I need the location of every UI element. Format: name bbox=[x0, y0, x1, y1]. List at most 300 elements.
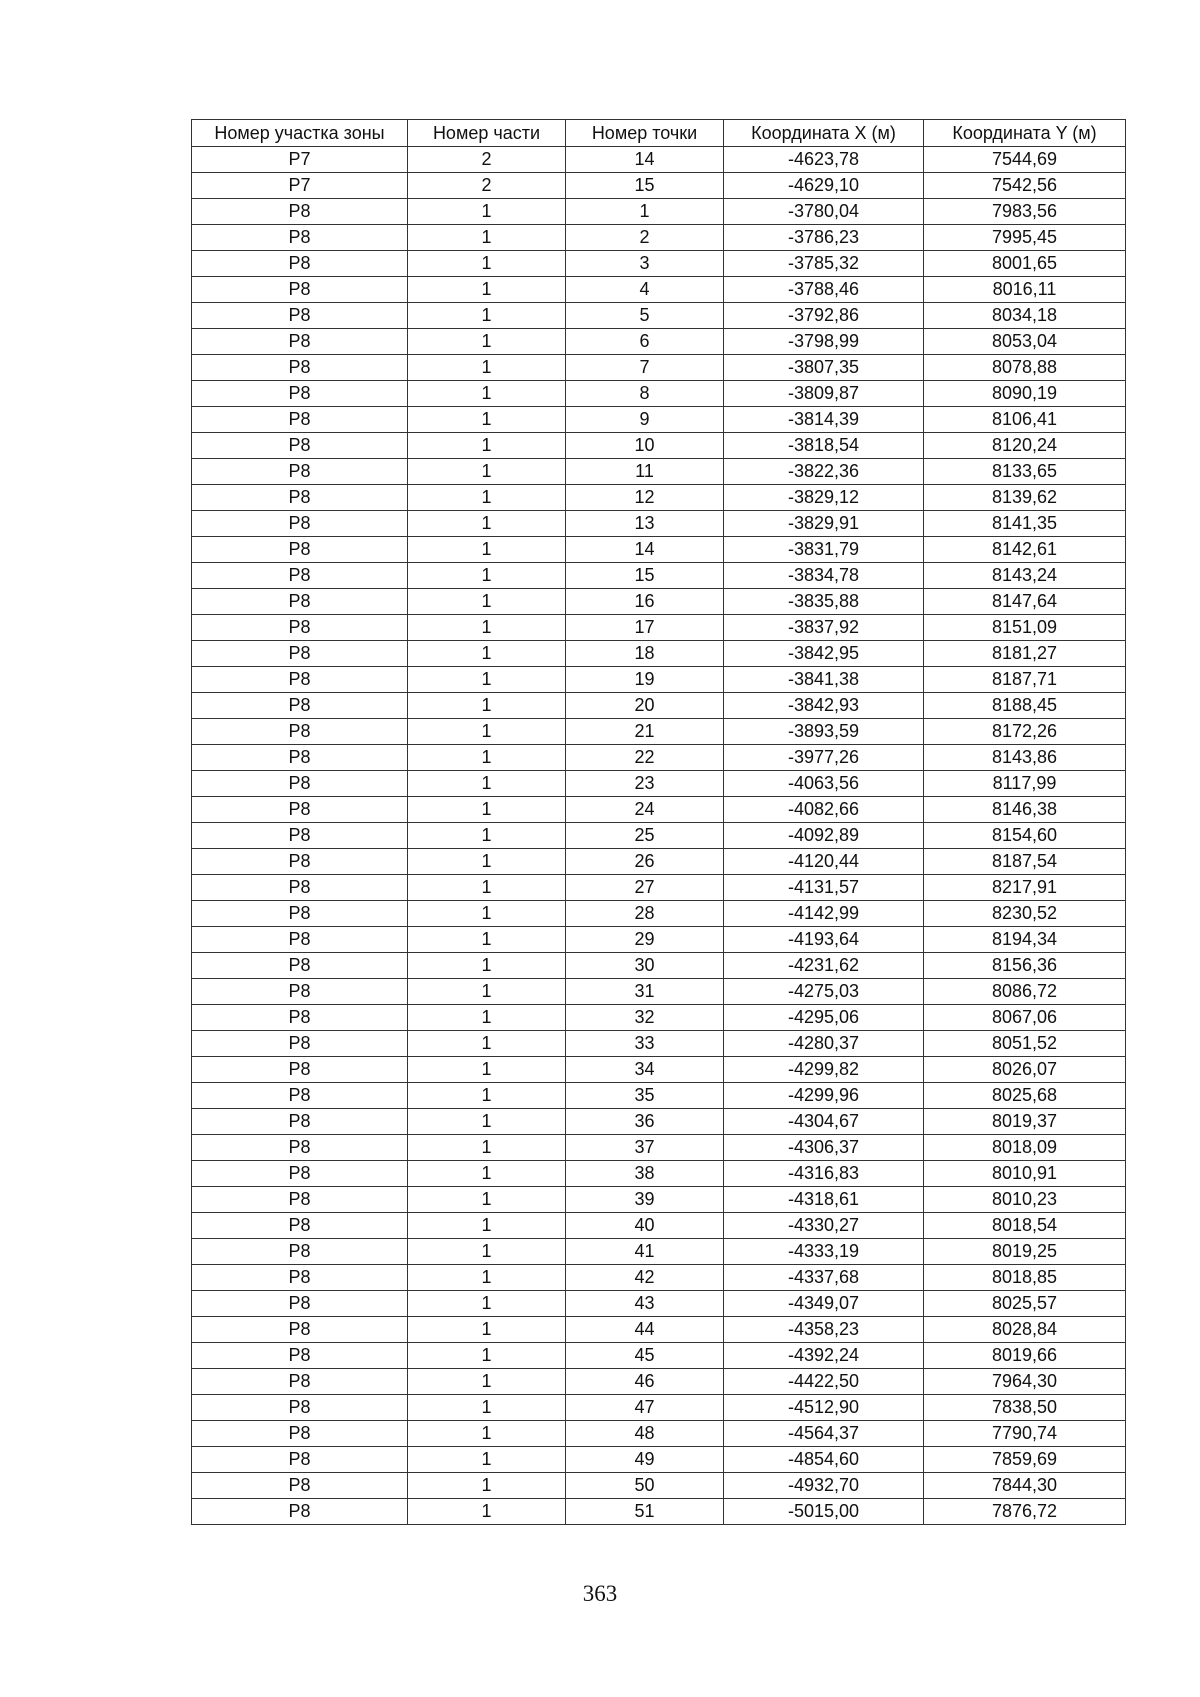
table-row bbox=[192, 1291, 1126, 1317]
cell-coordinate-y: 8051,52 bbox=[924, 1031, 1126, 1057]
cell-coordinate-x: -4512,90 bbox=[724, 1395, 924, 1421]
cell-part-number: 1 bbox=[408, 979, 566, 1005]
cell-part-number: 1 bbox=[408, 1083, 566, 1109]
cell-part-number: 1 bbox=[408, 667, 566, 693]
cell-coordinate-y: 8026,07 bbox=[924, 1057, 1126, 1083]
table-body bbox=[192, 147, 1126, 1525]
header-coordinate-x: Координата X (м) bbox=[724, 120, 924, 147]
cell-zone-section: P8 bbox=[192, 1447, 408, 1473]
cell-zone-section: P8 bbox=[192, 1057, 408, 1083]
cell-part-number: 1 bbox=[408, 927, 566, 953]
cell-point-number: 36 bbox=[566, 1109, 724, 1135]
cell-zone-section: P8 bbox=[192, 1031, 408, 1057]
table-row bbox=[192, 1343, 1126, 1369]
cell-point-number: 49 bbox=[566, 1447, 724, 1473]
cell-part-number: 1 bbox=[408, 1161, 566, 1187]
cell-coordinate-x: -4564,37 bbox=[724, 1421, 924, 1447]
table-row bbox=[192, 849, 1126, 875]
cell-zone-section: P8 bbox=[192, 251, 408, 277]
cell-point-number: 21 bbox=[566, 719, 724, 745]
cell-part-number: 1 bbox=[408, 511, 566, 537]
table-row bbox=[192, 537, 1126, 563]
cell-point-number: 46 bbox=[566, 1369, 724, 1395]
cell-coordinate-x: -4120,44 bbox=[724, 849, 924, 875]
cell-coordinate-y: 8016,11 bbox=[924, 277, 1126, 303]
cell-coordinate-x: -3818,54 bbox=[724, 433, 924, 459]
cell-coordinate-y: 7859,69 bbox=[924, 1447, 1126, 1473]
cell-zone-section: P8 bbox=[192, 823, 408, 849]
table-row bbox=[192, 953, 1126, 979]
cell-zone-section: P8 bbox=[192, 719, 408, 745]
cell-point-number: 30 bbox=[566, 953, 724, 979]
cell-coordinate-y: 8139,62 bbox=[924, 485, 1126, 511]
cell-zone-section: P8 bbox=[192, 303, 408, 329]
cell-coordinate-y: 8018,85 bbox=[924, 1265, 1126, 1291]
cell-zone-section: P8 bbox=[192, 1135, 408, 1161]
cell-part-number: 1 bbox=[408, 355, 566, 381]
table-row bbox=[192, 511, 1126, 537]
cell-part-number: 1 bbox=[408, 849, 566, 875]
cell-zone-section: P8 bbox=[192, 1421, 408, 1447]
cell-zone-section: P8 bbox=[192, 927, 408, 953]
cell-coordinate-x: -3977,26 bbox=[724, 745, 924, 771]
cell-coordinate-x: -4304,67 bbox=[724, 1109, 924, 1135]
cell-point-number: 51 bbox=[566, 1499, 724, 1525]
cell-coordinate-y: 8187,54 bbox=[924, 849, 1126, 875]
cell-coordinate-y: 8230,52 bbox=[924, 901, 1126, 927]
table-row bbox=[192, 1473, 1126, 1499]
table-row bbox=[192, 485, 1126, 511]
cell-point-number: 14 bbox=[566, 537, 724, 563]
cell-coordinate-y: 8141,35 bbox=[924, 511, 1126, 537]
cell-coordinate-y: 8034,18 bbox=[924, 303, 1126, 329]
table-row bbox=[192, 823, 1126, 849]
cell-coordinate-x: -4318,61 bbox=[724, 1187, 924, 1213]
table-row bbox=[192, 329, 1126, 355]
cell-point-number: 8 bbox=[566, 381, 724, 407]
cell-point-number: 15 bbox=[566, 173, 724, 199]
cell-part-number: 1 bbox=[408, 199, 566, 225]
cell-point-number: 24 bbox=[566, 797, 724, 823]
cell-point-number: 9 bbox=[566, 407, 724, 433]
cell-zone-section: P8 bbox=[192, 329, 408, 355]
cell-coordinate-x: -3788,46 bbox=[724, 277, 924, 303]
table-row bbox=[192, 303, 1126, 329]
cell-zone-section: P8 bbox=[192, 459, 408, 485]
cell-coordinate-x: -3798,99 bbox=[724, 329, 924, 355]
cell-zone-section: P8 bbox=[192, 407, 408, 433]
cell-part-number: 1 bbox=[408, 1031, 566, 1057]
cell-zone-section: P8 bbox=[192, 953, 408, 979]
cell-zone-section: P7 bbox=[192, 173, 408, 199]
cell-zone-section: P8 bbox=[192, 433, 408, 459]
cell-coordinate-y: 8181,27 bbox=[924, 641, 1126, 667]
table-row bbox=[192, 1161, 1126, 1187]
cell-zone-section: P8 bbox=[192, 1109, 408, 1135]
cell-coordinate-y: 8133,65 bbox=[924, 459, 1126, 485]
cell-coordinate-x: -4392,24 bbox=[724, 1343, 924, 1369]
cell-part-number: 1 bbox=[408, 1421, 566, 1447]
table-row bbox=[192, 875, 1126, 901]
cell-coordinate-x: -4092,89 bbox=[724, 823, 924, 849]
cell-coordinate-y: 8143,24 bbox=[924, 563, 1126, 589]
cell-coordinate-y: 8025,57 bbox=[924, 1291, 1126, 1317]
table-row bbox=[192, 1135, 1126, 1161]
cell-point-number: 4 bbox=[566, 277, 724, 303]
cell-point-number: 15 bbox=[566, 563, 724, 589]
table-row bbox=[192, 1239, 1126, 1265]
cell-zone-section: P8 bbox=[192, 875, 408, 901]
cell-part-number: 1 bbox=[408, 1447, 566, 1473]
table-row bbox=[192, 1317, 1126, 1343]
cell-coordinate-y: 7876,72 bbox=[924, 1499, 1126, 1525]
cell-coordinate-y: 8106,41 bbox=[924, 407, 1126, 433]
table-row bbox=[192, 459, 1126, 485]
cell-zone-section: P8 bbox=[192, 225, 408, 251]
header-part-number: Номер части bbox=[408, 120, 566, 147]
cell-zone-section: P8 bbox=[192, 1291, 408, 1317]
table-row bbox=[192, 199, 1126, 225]
table-row bbox=[192, 979, 1126, 1005]
table-row bbox=[192, 1395, 1126, 1421]
cell-coordinate-y: 7964,30 bbox=[924, 1369, 1126, 1395]
cell-coordinate-x: -4316,83 bbox=[724, 1161, 924, 1187]
cell-zone-section: P8 bbox=[192, 563, 408, 589]
cell-point-number: 28 bbox=[566, 901, 724, 927]
cell-part-number: 1 bbox=[408, 1499, 566, 1525]
cell-part-number: 1 bbox=[408, 589, 566, 615]
cell-coordinate-x: -4295,06 bbox=[724, 1005, 924, 1031]
cell-point-number: 17 bbox=[566, 615, 724, 641]
cell-part-number: 1 bbox=[408, 823, 566, 849]
cell-coordinate-y: 8142,61 bbox=[924, 537, 1126, 563]
cell-part-number: 1 bbox=[408, 277, 566, 303]
cell-zone-section: P8 bbox=[192, 1499, 408, 1525]
cell-coordinate-x: -4358,23 bbox=[724, 1317, 924, 1343]
cell-zone-section: P8 bbox=[192, 641, 408, 667]
cell-zone-section: P8 bbox=[192, 771, 408, 797]
cell-coordinate-y: 7544,69 bbox=[924, 147, 1126, 173]
cell-part-number: 1 bbox=[408, 251, 566, 277]
cell-coordinate-y: 8018,54 bbox=[924, 1213, 1126, 1239]
cell-coordinate-x: -4131,57 bbox=[724, 875, 924, 901]
cell-coordinate-y: 7983,56 bbox=[924, 199, 1126, 225]
cell-coordinate-y: 8019,66 bbox=[924, 1343, 1126, 1369]
cell-part-number: 1 bbox=[408, 1291, 566, 1317]
cell-part-number: 1 bbox=[408, 1317, 566, 1343]
cell-point-number: 50 bbox=[566, 1473, 724, 1499]
cell-part-number: 1 bbox=[408, 1057, 566, 1083]
table-row bbox=[192, 641, 1126, 667]
cell-part-number: 1 bbox=[408, 329, 566, 355]
table-row bbox=[192, 225, 1126, 251]
cell-zone-section: P8 bbox=[192, 199, 408, 225]
cell-point-number: 31 bbox=[566, 979, 724, 1005]
cell-point-number: 48 bbox=[566, 1421, 724, 1447]
cell-point-number: 33 bbox=[566, 1031, 724, 1057]
table-row bbox=[192, 1265, 1126, 1291]
table-row bbox=[192, 1369, 1126, 1395]
cell-coordinate-x: -3829,12 bbox=[724, 485, 924, 511]
cell-point-number: 11 bbox=[566, 459, 724, 485]
table-row bbox=[192, 1031, 1126, 1057]
cell-coordinate-y: 8194,34 bbox=[924, 927, 1126, 953]
page-number: 363 bbox=[582, 1581, 618, 1606]
table-row bbox=[192, 277, 1126, 303]
cell-part-number: 1 bbox=[408, 1005, 566, 1031]
table-row bbox=[192, 1005, 1126, 1031]
cell-point-number: 34 bbox=[566, 1057, 724, 1083]
cell-zone-section: P8 bbox=[192, 1343, 408, 1369]
cell-coordinate-y: 8067,06 bbox=[924, 1005, 1126, 1031]
cell-point-number: 45 bbox=[566, 1343, 724, 1369]
cell-coordinate-y: 8025,68 bbox=[924, 1083, 1126, 1109]
cell-coordinate-x: -3893,59 bbox=[724, 719, 924, 745]
cell-coordinate-y: 8156,36 bbox=[924, 953, 1126, 979]
cell-part-number: 1 bbox=[408, 303, 566, 329]
cell-point-number: 42 bbox=[566, 1265, 724, 1291]
cell-coordinate-x: -3842,95 bbox=[724, 641, 924, 667]
cell-point-number: 26 bbox=[566, 849, 724, 875]
cell-coordinate-x: -3807,35 bbox=[724, 355, 924, 381]
cell-part-number: 1 bbox=[408, 407, 566, 433]
cell-zone-section: P8 bbox=[192, 355, 408, 381]
cell-zone-section: P8 bbox=[192, 1083, 408, 1109]
cell-coordinate-y: 8120,24 bbox=[924, 433, 1126, 459]
table-row bbox=[192, 615, 1126, 641]
cell-coordinate-x: -3780,04 bbox=[724, 199, 924, 225]
cell-point-number: 10 bbox=[566, 433, 724, 459]
cell-zone-section: P8 bbox=[192, 1239, 408, 1265]
cell-zone-section: P8 bbox=[192, 979, 408, 1005]
cell-zone-section: P8 bbox=[192, 537, 408, 563]
cell-coordinate-y: 8147,64 bbox=[924, 589, 1126, 615]
table-row bbox=[192, 1447, 1126, 1473]
table-row bbox=[192, 745, 1126, 771]
cell-coordinate-x: -3792,86 bbox=[724, 303, 924, 329]
cell-zone-section: P8 bbox=[192, 381, 408, 407]
cell-zone-section: P8 bbox=[192, 485, 408, 511]
cell-coordinate-x: -3834,78 bbox=[724, 563, 924, 589]
table-row bbox=[192, 927, 1126, 953]
cell-part-number: 2 bbox=[408, 173, 566, 199]
cell-coordinate-x: -4275,03 bbox=[724, 979, 924, 1005]
table-row bbox=[192, 1213, 1126, 1239]
cell-coordinate-y: 8117,99 bbox=[924, 771, 1126, 797]
cell-coordinate-y: 8019,25 bbox=[924, 1239, 1126, 1265]
table-row bbox=[192, 1083, 1126, 1109]
cell-part-number: 1 bbox=[408, 1213, 566, 1239]
cell-coordinate-y: 8078,88 bbox=[924, 355, 1126, 381]
table-row bbox=[192, 433, 1126, 459]
cell-coordinate-x: -4333,19 bbox=[724, 1239, 924, 1265]
cell-coordinate-x: -4330,27 bbox=[724, 1213, 924, 1239]
cell-point-number: 44 bbox=[566, 1317, 724, 1343]
cell-coordinate-x: -3809,87 bbox=[724, 381, 924, 407]
cell-coordinate-x: -4422,50 bbox=[724, 1369, 924, 1395]
cell-point-number: 2 bbox=[566, 225, 724, 251]
cell-zone-section: P8 bbox=[192, 901, 408, 927]
cell-coordinate-x: -5015,00 bbox=[724, 1499, 924, 1525]
cell-coordinate-x: -4299,82 bbox=[724, 1057, 924, 1083]
cell-coordinate-y: 8146,38 bbox=[924, 797, 1126, 823]
cell-part-number: 1 bbox=[408, 433, 566, 459]
cell-coordinate-x: -3814,39 bbox=[724, 407, 924, 433]
cell-part-number: 1 bbox=[408, 459, 566, 485]
cell-part-number: 1 bbox=[408, 745, 566, 771]
cell-part-number: 1 bbox=[408, 225, 566, 251]
cell-part-number: 1 bbox=[408, 1187, 566, 1213]
cell-zone-section: P8 bbox=[192, 277, 408, 303]
table-header bbox=[192, 120, 1126, 147]
cell-part-number: 1 bbox=[408, 537, 566, 563]
cell-zone-section: P8 bbox=[192, 1187, 408, 1213]
cell-part-number: 1 bbox=[408, 875, 566, 901]
cell-coordinate-x: -4280,37 bbox=[724, 1031, 924, 1057]
cell-coordinate-x: -4231,62 bbox=[724, 953, 924, 979]
cell-part-number: 1 bbox=[408, 719, 566, 745]
cell-point-number: 43 bbox=[566, 1291, 724, 1317]
cell-zone-section: P8 bbox=[192, 1161, 408, 1187]
table-row bbox=[192, 381, 1126, 407]
cell-zone-section: P8 bbox=[192, 615, 408, 641]
table-row bbox=[192, 1187, 1126, 1213]
cell-coordinate-x: -3841,38 bbox=[724, 667, 924, 693]
cell-coordinate-y: 7838,50 bbox=[924, 1395, 1126, 1421]
cell-zone-section: P8 bbox=[192, 1005, 408, 1031]
cell-coordinate-x: -4142,99 bbox=[724, 901, 924, 927]
cell-part-number: 2 bbox=[408, 147, 566, 173]
cell-part-number: 1 bbox=[408, 381, 566, 407]
cell-point-number: 3 bbox=[566, 251, 724, 277]
cell-part-number: 1 bbox=[408, 693, 566, 719]
cell-zone-section: P8 bbox=[192, 511, 408, 537]
cell-point-number: 20 bbox=[566, 693, 724, 719]
table-row bbox=[192, 407, 1126, 433]
cell-coordinate-x: -4854,60 bbox=[724, 1447, 924, 1473]
table-row bbox=[192, 589, 1126, 615]
cell-coordinate-x: -4193,64 bbox=[724, 927, 924, 953]
cell-zone-section: P8 bbox=[192, 1265, 408, 1291]
table-row bbox=[192, 1499, 1126, 1525]
cell-coordinate-y: 8154,60 bbox=[924, 823, 1126, 849]
cell-zone-section: P8 bbox=[192, 1395, 408, 1421]
table-row bbox=[192, 147, 1126, 173]
header-zone-section: Номер участка зоны bbox=[192, 120, 408, 147]
table-row bbox=[192, 797, 1126, 823]
cell-coordinate-y: 8086,72 bbox=[924, 979, 1126, 1005]
cell-point-number: 6 bbox=[566, 329, 724, 355]
cell-point-number: 22 bbox=[566, 745, 724, 771]
cell-coordinate-y: 7542,56 bbox=[924, 173, 1126, 199]
table-row bbox=[192, 1421, 1126, 1447]
cell-zone-section: P8 bbox=[192, 693, 408, 719]
cell-part-number: 1 bbox=[408, 1343, 566, 1369]
cell-coordinate-x: -3835,88 bbox=[724, 589, 924, 615]
cell-coordinate-x: -4082,66 bbox=[724, 797, 924, 823]
cell-point-number: 39 bbox=[566, 1187, 724, 1213]
header-coordinate-y: Координата Y (м) bbox=[924, 120, 1126, 147]
cell-zone-section: P8 bbox=[192, 589, 408, 615]
cell-coordinate-y: 7995,45 bbox=[924, 225, 1126, 251]
table-row bbox=[192, 251, 1126, 277]
cell-point-number: 32 bbox=[566, 1005, 724, 1031]
cell-zone-section: P8 bbox=[192, 849, 408, 875]
cell-coordinate-y: 8188,45 bbox=[924, 693, 1126, 719]
table-row bbox=[192, 563, 1126, 589]
cell-coordinate-y: 7790,74 bbox=[924, 1421, 1126, 1447]
cell-coordinate-x: -3837,92 bbox=[724, 615, 924, 641]
cell-coordinate-y: 8172,26 bbox=[924, 719, 1126, 745]
cell-point-number: 18 bbox=[566, 641, 724, 667]
header-point-number: Номер точки bbox=[566, 120, 724, 147]
cell-part-number: 1 bbox=[408, 1135, 566, 1161]
cell-coordinate-y: 8217,91 bbox=[924, 875, 1126, 901]
cell-coordinate-x: -4629,10 bbox=[724, 173, 924, 199]
table-row bbox=[192, 901, 1126, 927]
cell-part-number: 1 bbox=[408, 1265, 566, 1291]
cell-zone-section: P8 bbox=[192, 1317, 408, 1343]
cell-part-number: 1 bbox=[408, 563, 566, 589]
table-row bbox=[192, 1109, 1126, 1135]
cell-point-number: 25 bbox=[566, 823, 724, 849]
cell-zone-section: P8 bbox=[192, 667, 408, 693]
cell-zone-section: P8 bbox=[192, 1369, 408, 1395]
cell-coordinate-x: -4623,78 bbox=[724, 147, 924, 173]
cell-coordinate-y: 8019,37 bbox=[924, 1109, 1126, 1135]
table-row bbox=[192, 771, 1126, 797]
cell-point-number: 5 bbox=[566, 303, 724, 329]
table-row bbox=[192, 693, 1126, 719]
cell-zone-section: P8 bbox=[192, 797, 408, 823]
cell-coordinate-x: -4306,37 bbox=[724, 1135, 924, 1161]
coordinates-table bbox=[191, 119, 1126, 1525]
cell-point-number: 19 bbox=[566, 667, 724, 693]
cell-part-number: 1 bbox=[408, 771, 566, 797]
cell-part-number: 1 bbox=[408, 1369, 566, 1395]
cell-part-number: 1 bbox=[408, 797, 566, 823]
cell-point-number: 27 bbox=[566, 875, 724, 901]
cell-part-number: 1 bbox=[408, 1473, 566, 1499]
cell-point-number: 7 bbox=[566, 355, 724, 381]
table-row bbox=[192, 667, 1126, 693]
cell-point-number: 1 bbox=[566, 199, 724, 225]
cell-coordinate-x: -3829,91 bbox=[724, 511, 924, 537]
table-row bbox=[192, 719, 1126, 745]
cell-coordinate-x: -4299,96 bbox=[724, 1083, 924, 1109]
cell-coordinate-y: 8028,84 bbox=[924, 1317, 1126, 1343]
cell-part-number: 1 bbox=[408, 1239, 566, 1265]
cell-point-number: 12 bbox=[566, 485, 724, 511]
cell-part-number: 1 bbox=[408, 901, 566, 927]
cell-coordinate-y: 7844,30 bbox=[924, 1473, 1126, 1499]
cell-coordinate-x: -3786,23 bbox=[724, 225, 924, 251]
cell-coordinate-y: 8018,09 bbox=[924, 1135, 1126, 1161]
cell-part-number: 1 bbox=[408, 485, 566, 511]
cell-part-number: 1 bbox=[408, 641, 566, 667]
cell-point-number: 38 bbox=[566, 1161, 724, 1187]
cell-part-number: 1 bbox=[408, 953, 566, 979]
cell-point-number: 41 bbox=[566, 1239, 724, 1265]
cell-coordinate-y: 8151,09 bbox=[924, 615, 1126, 641]
cell-coordinate-x: -3822,36 bbox=[724, 459, 924, 485]
cell-coordinate-y: 8010,91 bbox=[924, 1161, 1126, 1187]
cell-coordinate-x: -3831,79 bbox=[724, 537, 924, 563]
cell-point-number: 37 bbox=[566, 1135, 724, 1161]
cell-point-number: 13 bbox=[566, 511, 724, 537]
cell-zone-section: P7 bbox=[192, 147, 408, 173]
cell-part-number: 1 bbox=[408, 615, 566, 641]
